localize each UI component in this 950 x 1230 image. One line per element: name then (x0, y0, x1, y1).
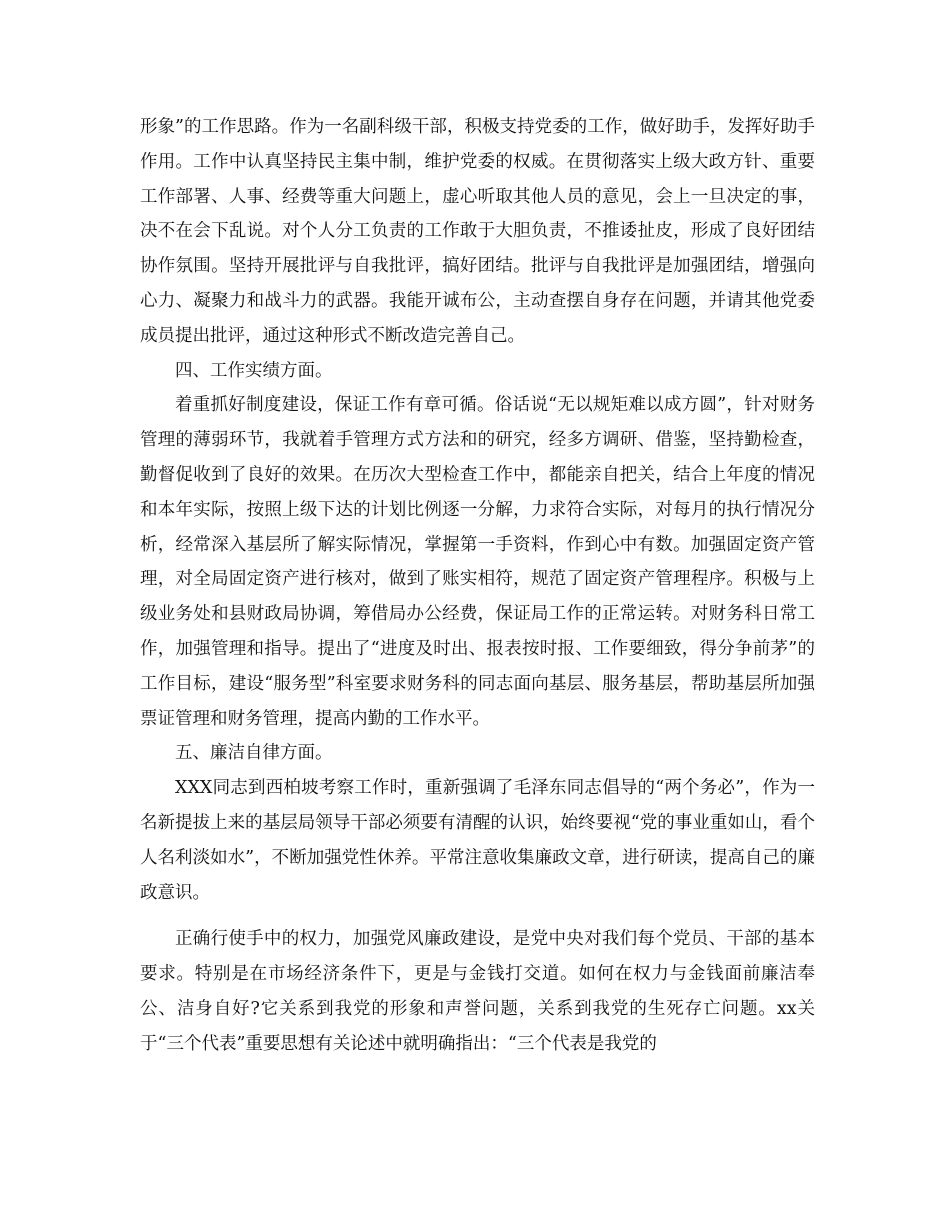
paragraph-continued: 形象”的工作思路。作为一名副科级干部，积极支持党委的工作，做好助手，发挥好助手作用。工作中认真坚持民主集中制，维护党委的权威。在贯彻落实上级大政方针、重要工作部署、人事、经费等重大问题上，虚心听取其他人员的意见，会上一旦决定的事，决不在会下乱说。对个人分工负责的工作敢于大胆负责，不推诿扯皮，形成了良好团结协作氛围。坚持开展批评与自我批评，搞好团结。批评与自我批评是加强团结，增强向心力、凝聚力和战斗力的武器。我能开诚布公，主动查摆自身存在问题，并请其他党委成员提出批评，通过这种形式不断改造完善自己。 (140, 117, 815, 346)
section-heading-work-achievements: 四、工作实绩方面。 (175, 360, 333, 381)
paragraph-work-achievements: 着重抓好制度建设，保证工作有章可循。俗话说“无以规矩难以成方圆”，针对财务管理的薄弱环节，我就着手管理方式方法和的研究，经多方调研、借鉴，坚持勤检查，勤督促收到了良好的效果。在历次大型检查工作中，都能亲自把关，结合上年度的情况和本年实际，按照上级下达的计划比例逐一分解，力求符合实际，对每月的执行情况分析，经常深入基层所了解实际情况，掌握第一手资料，作到心中有数。加强固定资产管理，对全局固定资产进行核对，做到了账实相符，规范了固定资产管理程序。积极与上级业务处和县财政局协调，筹借局办公经费，保证局工作的正常运转。对财务科日常工作，加强管理和指导。提出了“进度及时出、报表按时报、工作要细致，得分争前茅”的工作目标，建设“服务型”科室要求财务科的同志面向基层、服务基层，帮助基层所加强票证管理和财务管理，提高内勤的工作水平。 (140, 395, 815, 729)
document-page (140, 110, 815, 1062)
section-heading-integrity: 五、廉洁自律方面。 (175, 743, 333, 764)
paragraph-integrity-2: 正确行使手中的权力，加强党风廉政建设，是党中央对我们每个党员、干部的基本要求。特别是在市场经济条件下，更是与金钱打交道。如何在权力与金钱面前廉洁奉公、洁身自好?它关系到我党的形象和声誉问题，关系到我党的生死存亡问题。xx关于“三个代表”重要思想有关论述中就明确指出：“三个代表是我党的 (140, 929, 815, 1054)
paragraph-integrity-1: XXX同志到西柏坡考察工作时，重新强调了毛泽东同志倡导的“两个务必”，作为一名新提拔上来的基层局领导干部必须要有清醒的认识，始终要视“党的事业重如山，看个人名利淡如水”，不断加强党性休养。平常注意收集廉政文章，进行研读，提高自己的廉政意识。 (140, 778, 815, 903)
